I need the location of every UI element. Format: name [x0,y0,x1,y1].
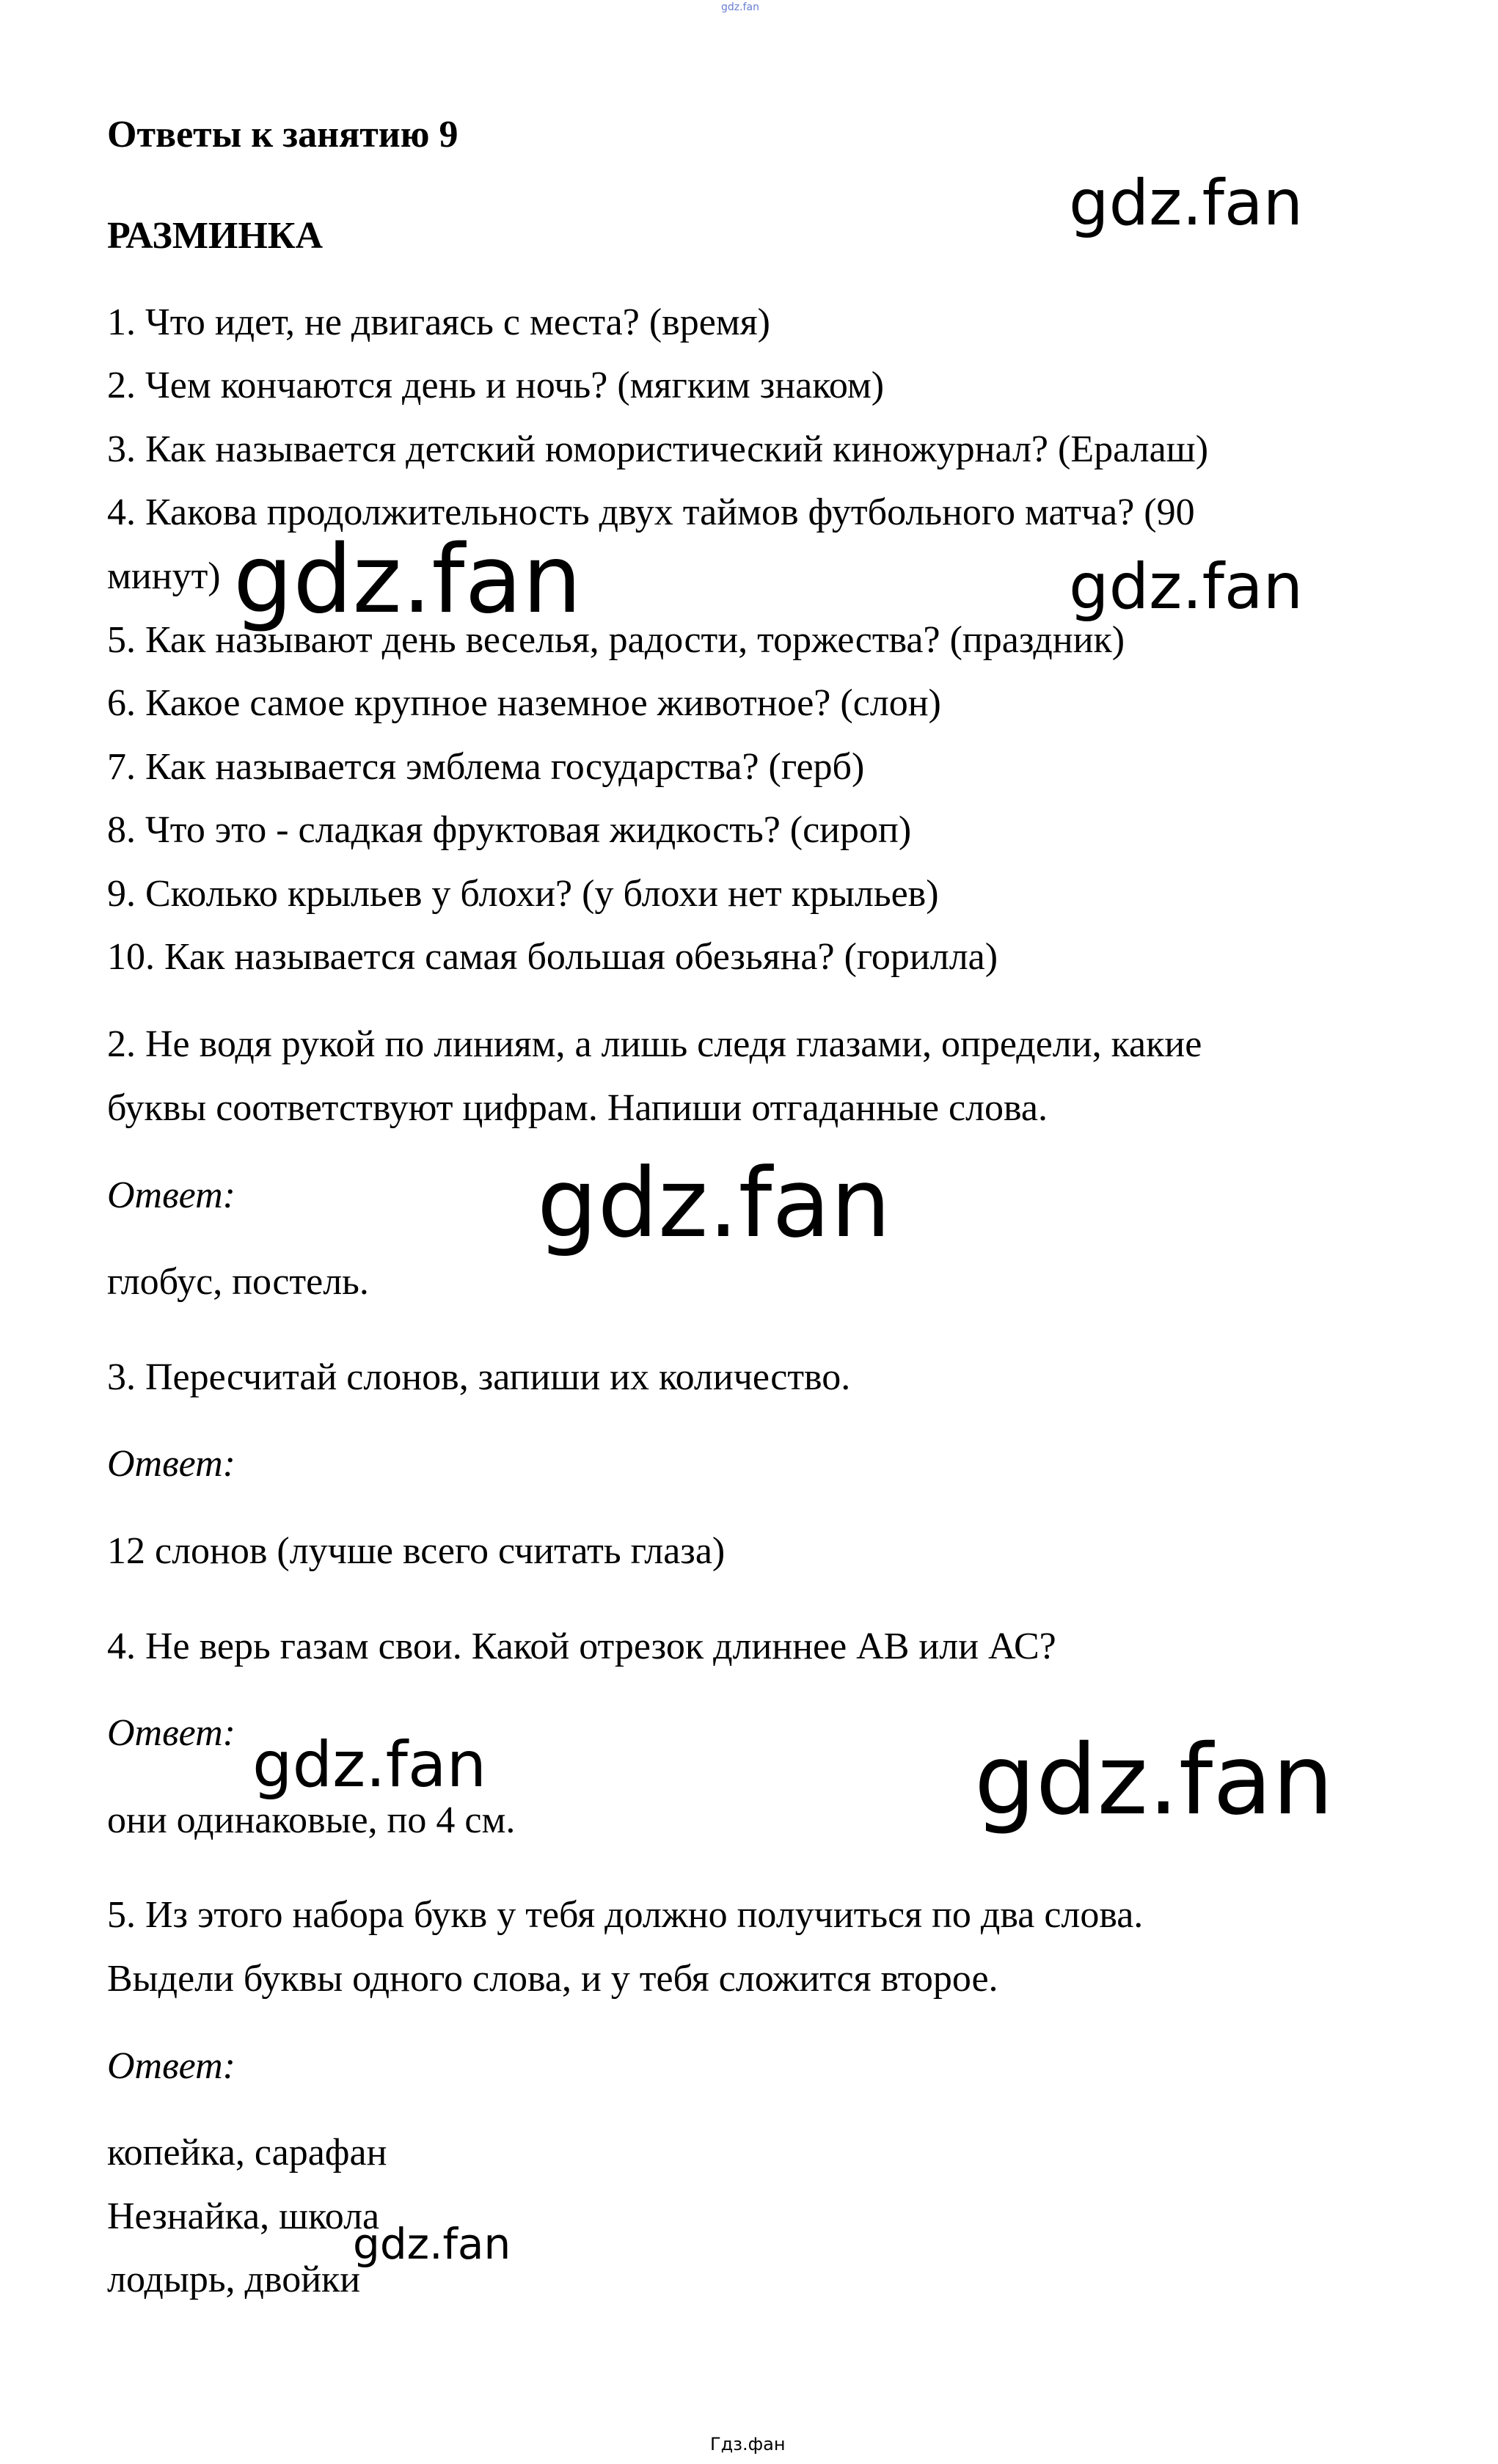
question-2: 2. Не водя рукой по линиям, а лишь следя глазами, определи, какие [107,1023,1202,1065]
warmup-item: 6. Какое самое крупное наземное животное? (слон) [107,682,941,724]
warmup-item: 2. Чем кончаются день и ночь? (мягким знаком) [107,365,885,406]
watermark: gdz.fan [1069,550,1304,624]
warmup-item: 10. Как называется самая большая обезьяна? (горилла) [107,936,998,978]
question-5-cont: Выдели буквы одного слова, и у тебя сложится второе. [107,1958,998,2000]
watermark: gdz.fan [233,525,582,635]
answer-label: Ответ: [107,1712,235,1754]
answer-text: лодырь, двойки [107,2259,361,2300]
watermark: gdz.fan [353,2219,511,2269]
page-title: Ответы к занятию 9 [107,114,458,156]
warmup-item: 9. Сколько крыльев у блохи? (у блохи нет крыльев) [107,873,939,915]
warmup-item: 3. Как называется детский юмористический киножурнал? (Ералаш) [107,428,1209,470]
question-2-cont: буквы соответствуют цифрам. Напиши отгаданные слова. [107,1087,1048,1129]
answer-text: 12 слонов (лучше всего считать глаза) [107,1530,726,1572]
footer-text: Гдз.фан [710,2434,786,2454]
warmup-item: 5. Как называют день веселья, радости, торжества? (праздник) [107,619,1125,661]
question-4: 4. Не верь газам свои. Какой отрезок длиннее АВ или АС? [107,1626,1056,1667]
warmup-item-continuation: минут) [107,555,221,597]
answer-text: они одинаковые, по 4 см. [107,1799,516,1841]
header-link[interactable]: gdz.fan [721,1,759,13]
watermark: gdz.fan [537,1147,891,1259]
answer-text: глобус, постель. [107,1261,369,1303]
warmup-item: 1. Что идет, не двигаясь с места? (время) [107,301,770,343]
section-heading: РАЗМИНКА [107,215,324,257]
watermark: gdz.fan [252,1728,487,1802]
question-3: 3. Пересчитай слонов, запиши их количество. [107,1356,851,1398]
warmup-item: 4. Какова продолжительность двух таймов футбольного матча? (90 [107,491,1195,533]
answer-label: Ответ: [107,2045,235,2087]
watermark: gdz.fan [974,1724,1334,1837]
warmup-item: 7. Как называется эмблема государства? (герб) [107,746,865,788]
warmup-item: 8. Что это - сладкая фруктовая жидкость? (сироп) [107,809,912,851]
answer-text: копейка, сарафан [107,2132,387,2174]
watermark: gdz.fan [1069,167,1304,240]
question-5: 5. Из этого набора букв у тебя должно получиться по два слова. [107,1894,1144,1936]
answer-label: Ответ: [107,1174,235,1216]
answer-text: Незнайка, школа [107,2196,380,2237]
answer-label: Ответ: [107,1443,235,1485]
